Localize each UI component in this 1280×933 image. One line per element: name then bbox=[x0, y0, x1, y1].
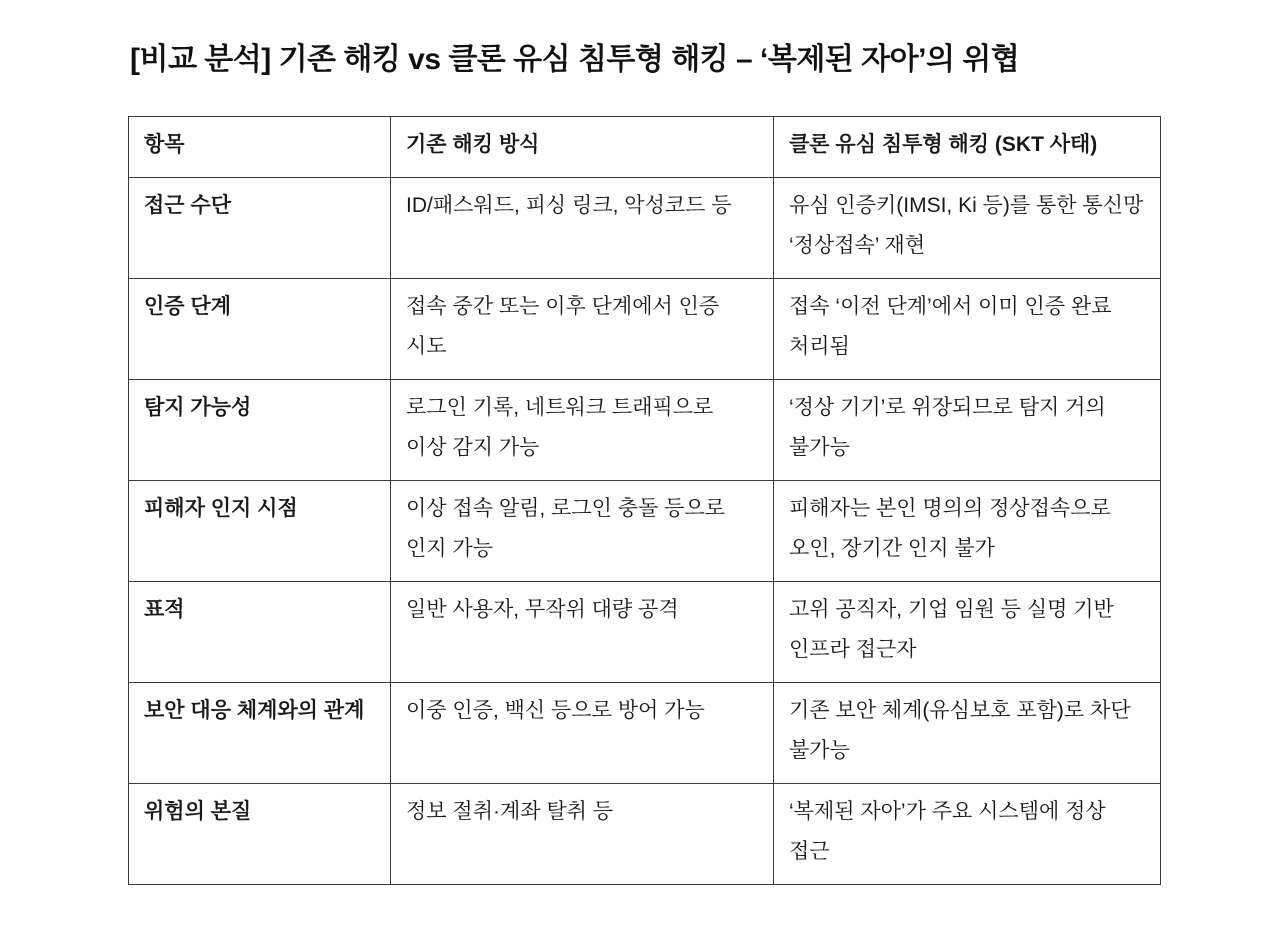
cell-clone-hacking: 고위 공직자, 기업 임원 등 실명 기반 인프라 접근자 bbox=[774, 582, 1161, 683]
table-row bbox=[129, 481, 1161, 582]
cell-clone-hacking: ‘복제된 자아’가 주요 시스템에 정상 접근 bbox=[774, 784, 1161, 885]
table-row bbox=[129, 380, 1161, 481]
row-label: 탐지 가능성 bbox=[129, 380, 391, 481]
cell-clone-hacking: 접속 ‘이전 단계’에서 이미 인증 완료 처리됨 bbox=[774, 279, 1161, 380]
column-header-item: 항목 bbox=[129, 117, 391, 178]
table-row bbox=[129, 784, 1161, 885]
row-label: 접근 수단 bbox=[129, 178, 391, 279]
row-label: 위험의 본질 bbox=[129, 784, 391, 885]
cell-legacy-hacking: 정보 절취·계좌 탈취 등 bbox=[391, 784, 774, 885]
column-header-clone-hack: 클론 유심 침투형 해킹 (SKT 사태) bbox=[774, 117, 1161, 178]
row-label: 보안 대응 체계와의 관계 bbox=[129, 683, 391, 784]
cell-clone-hacking: 기존 보안 체계(유심보호 포함)로 차단 불가능 bbox=[774, 683, 1161, 784]
cell-legacy-hacking: 접속 중간 또는 이후 단계에서 인증 시도 bbox=[391, 279, 774, 380]
table-row bbox=[129, 683, 1161, 784]
cell-clone-hacking: 피해자는 본인 명의의 정상접속으로 오인, 장기간 인지 불가 bbox=[774, 481, 1161, 582]
table-header-row bbox=[129, 117, 1161, 178]
cell-legacy-hacking: 로그인 기록, 네트워크 트래픽으로 이상 감지 가능 bbox=[391, 380, 774, 481]
row-label: 표적 bbox=[129, 582, 391, 683]
cell-legacy-hacking: 일반 사용자, 무작위 대량 공격 bbox=[391, 582, 774, 683]
cell-legacy-hacking: ID/패스워드, 피싱 링크, 악성코드 등 bbox=[391, 178, 774, 279]
table-row bbox=[129, 279, 1161, 380]
row-label: 피해자 인지 시점 bbox=[129, 481, 391, 582]
table-row bbox=[129, 178, 1161, 279]
page-title: [비교 분석] 기존 해킹 vs 클론 유심 침투형 해킹 – ‘복제된 자아’의 위협 bbox=[130, 43, 1020, 76]
cell-legacy-hacking: 이상 접속 알림, 로그인 충돌 등으로 인지 가능 bbox=[391, 481, 774, 582]
cell-clone-hacking: ‘정상 기기’로 위장되므로 탐지 거의 불가능 bbox=[774, 380, 1161, 481]
table-row bbox=[129, 582, 1161, 683]
row-label: 인증 단계 bbox=[129, 279, 391, 380]
cell-clone-hacking: 유심 인증키(IMSI, Ki 등)를 통한 통신망 ‘정상접속’ 재현 bbox=[774, 178, 1161, 279]
column-header-legacy-hack: 기존 해킹 방식 bbox=[391, 117, 774, 178]
cell-legacy-hacking: 이중 인증, 백신 등으로 방어 가능 bbox=[391, 683, 774, 784]
comparison-table bbox=[128, 116, 1161, 885]
